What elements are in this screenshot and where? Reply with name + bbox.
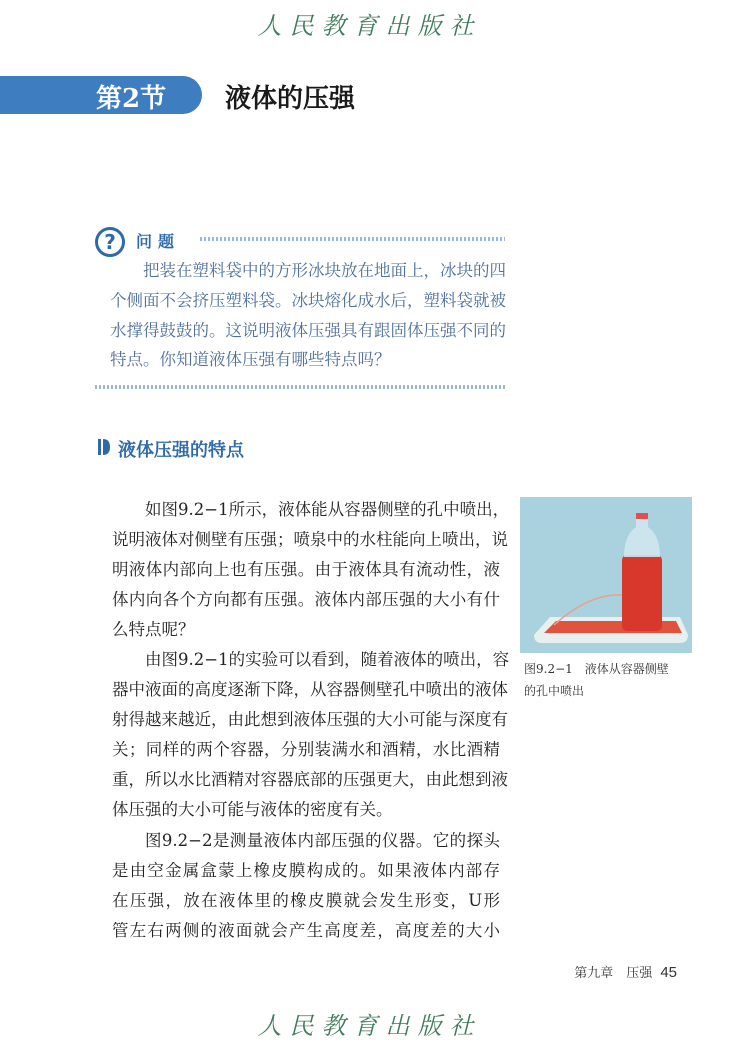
- text-line: 体压强的大小可能与液体的密度有关。: [112, 800, 393, 819]
- text-line: 水撑得鼓鼓的。这说明液体压强具有跟固体压强不同的: [110, 321, 506, 340]
- section-number: 第2节: [96, 84, 167, 114]
- text-line: 特点。你知道液体压强有哪些特点吗？: [110, 350, 391, 369]
- page-number: 45: [660, 964, 677, 981]
- text-line: 关；同样的两个容器，分别装满水和酒精，水比酒精: [112, 740, 500, 759]
- figure-bottle-photo: [520, 497, 692, 653]
- text-line: 体内向各个方向都有压强。液体内部压强的大小有什: [112, 590, 500, 609]
- text-line: 器中液面的高度逐渐下降，从容器侧壁孔中喷出的液体: [112, 680, 508, 699]
- text-line: 图9.2−2是测量液体内部压强的仪器。它的探头: [145, 831, 500, 850]
- text-line: 么特点呢？: [112, 620, 195, 639]
- text-line: 由图9.2−1的实验可以看到，随着液体的喷出，容: [145, 650, 510, 669]
- page-title: 液体的压强: [225, 84, 356, 114]
- text-line: 说明液体对侧壁有压强；喷泉中的水柱能向上喷出，说: [112, 530, 508, 549]
- question-label: 问题: [136, 232, 181, 251]
- chapter-label: 第九章 压强: [574, 966, 653, 981]
- text-line: 把装在塑料袋中的方形冰块放在地面上，冰块的四: [143, 261, 506, 280]
- page-footer: [574, 962, 677, 981]
- text-line: 是由空金属盒蒙上橡皮膜构成的。如果液体内部存: [112, 861, 500, 880]
- figure-caption: 图9.2−1 液体从容器侧壁: [524, 662, 669, 676]
- section-marker-icon: [98, 439, 110, 455]
- question-icon: ?: [95, 227, 125, 257]
- text-line: 管左右两侧的液面就会产生高度差，高度差的大小: [112, 921, 500, 940]
- divider: [95, 385, 505, 389]
- subsection-heading: 液体压强的特点: [118, 440, 244, 461]
- text-line: 射得越来越近，由此想到液体压强的大小可能与深度有: [112, 710, 508, 729]
- text-line: 在压强，放在液体里的橡皮膜就会发生形变，U形: [112, 891, 500, 910]
- text-line: 个侧面不会挤压塑料袋。冰块熔化成水后，塑料袋就被: [110, 291, 506, 310]
- text-line: 重，所以水比酒精对容器底部的压强更大，由此想到液: [112, 770, 508, 789]
- text-line: 如图9.2−1所示，液体能从容器侧壁的孔中喷出，: [145, 500, 510, 519]
- section-number-banner: [0, 76, 202, 114]
- figure-caption: 的孔中喷出: [524, 684, 585, 698]
- text-line: 明液体内部向上也有压强。由于液体具有流动性，液: [112, 560, 500, 579]
- publisher-logo-top: 人民教育出版社: [257, 12, 482, 40]
- divider: [200, 237, 505, 241]
- publisher-logo-bottom: 人民教育出版社: [257, 1012, 482, 1040]
